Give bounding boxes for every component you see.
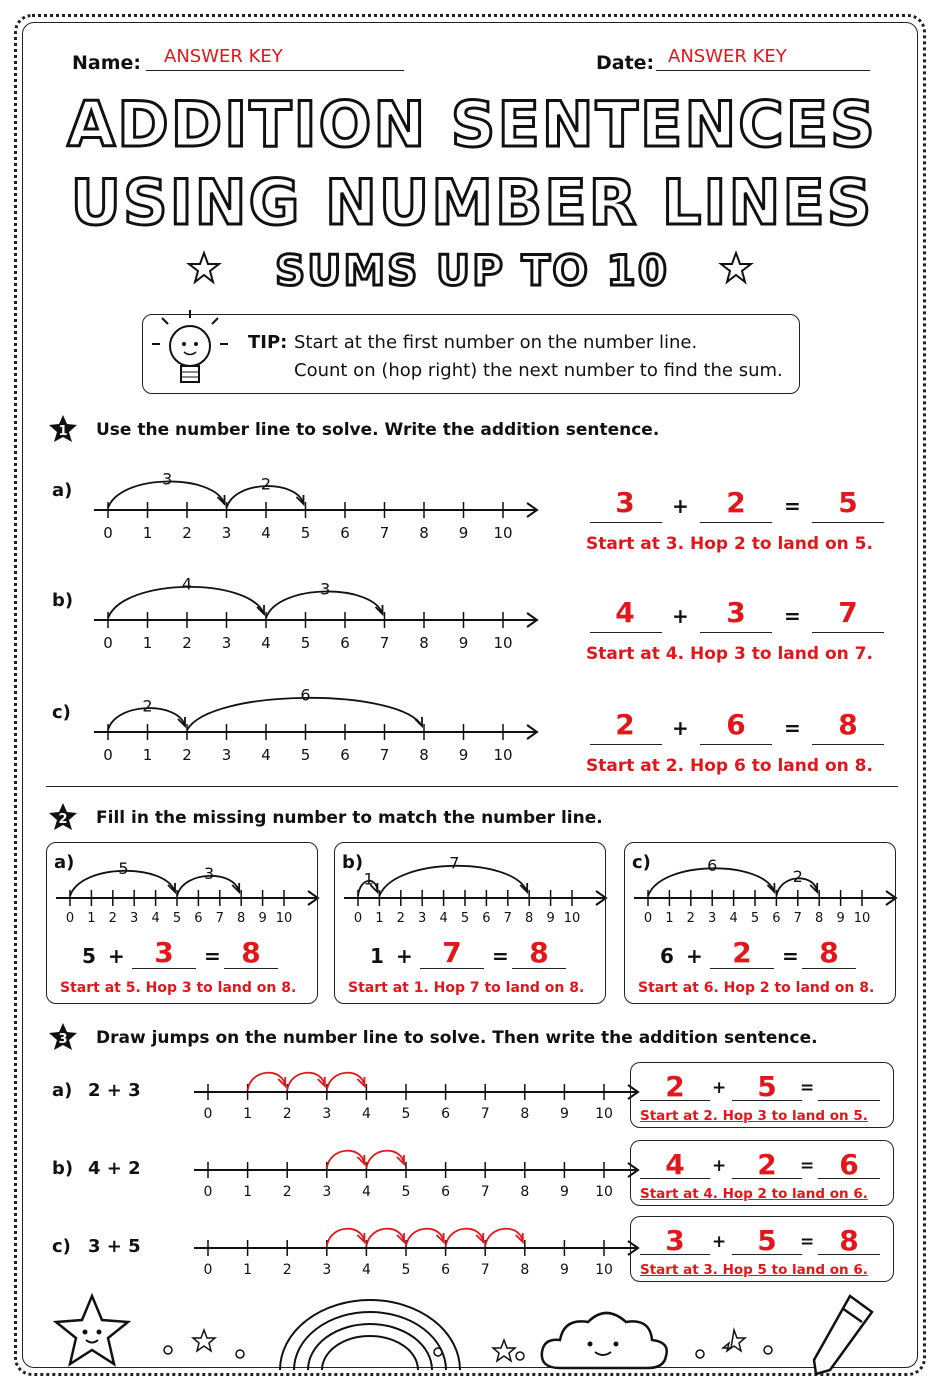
s3-1-tick-label: 6 [441,1184,451,1200]
answer-sum[interactable]: 5 [838,486,858,519]
s3-1-tick-label: 1 [243,1184,253,1200]
answer-underline [640,1254,710,1255]
plus-sign: + [712,1156,727,1176]
s3-1-tick-label: 9 [559,1184,569,1200]
answer-note: Start at 3. Hop 5 to land on 6. [640,1262,868,1278]
s1-2-tick-label: 10 [493,746,513,764]
s1-0-tick-label: 6 [340,524,350,542]
s1-2-tick-label: 4 [261,746,271,764]
s1-1-tick-label: 6 [340,634,350,652]
s1-1-tick-label: 3 [221,634,232,652]
s2-0-tick-label: 6 [194,911,203,926]
answer-addend-1[interactable]: 2 [615,708,635,741]
s2-1-tick-label: 4 [439,911,448,926]
s2-0-tick-label: 5 [172,911,182,926]
s1-0-tick-label: 2 [182,524,192,542]
answer-underline [818,1254,880,1255]
answer-sum[interactable]: 6 [839,1148,859,1181]
s2-2-tick-label: 5 [750,911,760,926]
s1-2-hop-label: 6 [300,685,311,705]
plus-sign: + [108,944,125,968]
answer-note: Start at 3. Hop 2 to land on 5. [586,534,873,554]
answer-underline [700,632,772,633]
given-addend: 6 [660,944,674,968]
problem-label: a) [52,480,73,501]
s1-0-hop-label: 3 [162,469,173,489]
answer-underline [818,1178,880,1179]
problem-label: b) [52,1158,74,1179]
answer-underline [590,632,662,633]
answer-underline [132,968,196,969]
svg-text:3: 3 [58,1032,68,1047]
problem-expression: 4 + 2 [88,1158,141,1179]
answer-addend-1[interactable]: 4 [665,1148,685,1181]
s2-1-tick-label: 1 [375,911,384,926]
tip-label: TIP: [248,332,288,353]
s3-2-tick-label: 1 [243,1262,253,1278]
answer-note: Start at 1. Hop 7 to land on 8. [348,980,585,996]
plus-sign: + [396,944,413,968]
s1-2-tick-label: 1 [142,746,153,764]
s3-2-tick-label: 5 [401,1262,411,1278]
s3-2-tick-label: 7 [480,1262,490,1278]
s2-2-tick-label: 6 [772,911,781,926]
problem-label: a) [54,852,75,873]
s2-0-hop-label: 3 [204,864,215,884]
s2-1-hop-label: 1 [363,869,374,889]
equals-sign: = [800,1078,815,1098]
s3-1-tick-label: 2 [282,1184,292,1200]
s3-2-tick-label: 8 [520,1262,530,1278]
s1-2-tick-label: 8 [419,746,429,764]
tip-line-1: Start at the first number on the number line. [294,332,698,353]
s2-2-tick-label: 7 [793,911,802,926]
cloud-icon [542,1313,667,1368]
s3-0-tick-label: 4 [361,1106,371,1122]
answer-addend-1[interactable]: 3 [665,1224,685,1257]
answer-underline [812,744,884,745]
s2-2-tick-label: 4 [729,911,738,926]
s3-2-tick-label: 9 [559,1262,569,1278]
equals-sign: = [800,1232,815,1252]
s2-0-tick-label: 7 [215,911,224,926]
pencil-icon [814,1296,872,1374]
s2-0-tick-label: 1 [87,911,96,926]
s1-2-hop-label: 2 [142,696,153,716]
s2-0-tick-label: 4 [151,911,160,926]
answer-underline [812,522,884,523]
s1-0-tick-label: 5 [300,524,311,542]
plus-sign: + [686,944,703,968]
s2-2-tick-label: 3 [708,911,717,926]
s1-1-tick-label: 9 [458,634,469,652]
answer-sum[interactable]: 7 [838,596,858,629]
s1-2-tick-label: 5 [300,746,311,764]
s2-2-tick-label: 1 [665,911,674,926]
s3-0-tick-label: 9 [559,1106,569,1122]
s3-1-tick-label: 3 [322,1184,332,1200]
name-label: Name: [72,52,142,74]
s2-1-tick-label: 3 [418,911,427,926]
answer-underline [590,744,662,745]
given-addend: 5 [82,944,96,968]
s2-1-tick-label: 10 [563,911,581,926]
s2-0-hop-label: 5 [118,858,129,878]
s3-1-tick-label: 5 [401,1184,411,1200]
answer-underline [812,632,884,633]
s3-2-tick-label: 3 [322,1262,332,1278]
section-3-instruction: Draw jumps on the number line to solve. Then write the addition sentence. [96,1028,818,1048]
answer-sum[interactable]: 8 [819,936,839,969]
s1-1-hop-label: 4 [181,574,193,594]
s1-0-tick-label: 0 [103,524,113,542]
answer-note: Start at 2. Hop 3 to land on 5. [640,1108,868,1124]
answer-underline [732,1254,802,1255]
answer-addend-1[interactable]: 2 [665,1070,685,1103]
s1-2-tick-label: 9 [458,746,469,764]
equals-sign: = [784,716,801,740]
answer-missing-addend[interactable]: 3 [154,936,174,969]
problem-label: c) [52,702,71,723]
name-value: ANSWER KEY [164,46,283,67]
s1-1-tick-label: 1 [142,634,153,652]
plus-sign: + [672,604,689,628]
s2-1-tick-label: 5 [460,911,470,926]
s2-0-tick-label: 2 [108,911,117,926]
s2-1-tick-label: 6 [482,911,491,926]
answer-underline [590,522,662,523]
s2-0-tick-label: 3 [130,911,139,926]
answer-underline [640,1178,710,1179]
s2-1-tick-label: 8 [525,911,534,926]
s3-1-tick-label: 10 [595,1184,613,1200]
answer-addend-2[interactable]: 6 [726,708,746,741]
problem-label: a) [52,1080,73,1101]
s1-0-tick-label: 3 [221,524,232,542]
title-line-1: ADDITION SENTENCES [67,88,877,161]
s2-2-hop-label: 6 [707,856,718,876]
tip-line-2: Count on (hop right) the next number to find the sum. [294,360,783,381]
s2-1-tick-label: 2 [396,911,405,926]
s2-1-tick-label: 7 [503,911,512,926]
s3-1-tick-label: 8 [520,1184,530,1200]
equals-sign: = [800,1156,815,1176]
problem-label: b) [52,590,74,611]
equals-sign: = [784,604,801,628]
s1-1-tick-label: 0 [103,634,113,652]
title-line-2: USING NUMBER LINES [70,166,874,239]
problem-expression: 2 + 3 [88,1080,141,1101]
answer-underline [512,968,566,969]
answer-underline [732,1178,802,1179]
title-line-3: SUMS UP TO 10 [275,246,669,295]
s2-1-tick-label: 0 [353,911,363,926]
s1-2-tick-label: 7 [379,746,390,764]
s1-0-tick-label: 4 [261,524,271,542]
s3-0-tick-label: 1 [243,1106,253,1122]
answer-note: Start at 5. Hop 3 to land on 8. [60,980,297,996]
equals-sign: = [782,944,799,968]
s1-1-tick-label: 7 [379,634,390,652]
answer-underline [732,1100,802,1101]
s3-0-tick-label: 0 [203,1106,213,1122]
section-2-instruction: Fill in the missing number to match the number line. [96,808,603,828]
s1-0-tick-label: 8 [419,524,429,542]
problem-label: c) [632,852,651,873]
plus-sign: + [672,716,689,740]
rainbow-icon [280,1300,460,1370]
section-1-instruction: Use the number line to solve. Write the addition sentence. [96,420,660,440]
answer-sum[interactable]: 8 [241,936,261,969]
s1-0-tick-label: 9 [458,524,469,542]
s1-1-tick-label: 2 [182,634,192,652]
answer-sum[interactable]: 8 [529,936,549,969]
plus-sign: + [712,1232,727,1252]
s3-2-tick-label: 6 [441,1262,451,1278]
answer-underline [700,522,772,523]
s3-0-tick-label: 7 [480,1106,490,1122]
s2-2-tick-label: 9 [836,911,845,926]
answer-underline [640,1100,710,1101]
s1-1-tick-label: 8 [419,634,429,652]
plus-sign: + [712,1078,727,1098]
s1-1-tick-label: 10 [493,634,513,652]
answer-underline [700,744,772,745]
answer-underline [224,968,278,969]
s2-2-tick-label: 10 [853,911,871,926]
answer-addend-2[interactable]: 2 [726,486,746,519]
section-divider [46,786,898,787]
s2-0-tick-label: 9 [258,911,267,926]
s1-2-tick-label: 0 [103,746,113,764]
s3-2-tick-label: 4 [361,1262,371,1278]
s1-1-tick-label: 5 [300,634,311,652]
s3-0-tick-label: 6 [441,1106,451,1122]
s3-2-tick-label: 2 [282,1262,292,1278]
answer-missing-addend[interactable]: 7 [442,936,462,969]
answer-note: Start at 4. Hop 3 to land on 7. [586,644,873,664]
s3-1-tick-label: 4 [361,1184,371,1200]
answer-sum[interactable]: 8 [839,1224,859,1257]
given-addend: 1 [370,944,384,968]
s3-2-tick-label: 0 [203,1262,213,1278]
problem-label: c) [52,1236,71,1257]
section-2-badge-icon [48,802,78,832]
answer-note: Start at 2. Hop 6 to land on 8. [586,756,873,776]
answer-note: Start at 4. Hop 2 to land on 6. [640,1186,868,1202]
s3-0-tick-label: 8 [520,1106,530,1122]
answer-addend-1[interactable]: 4 [615,596,635,629]
answer-addend-2[interactable]: 3 [726,596,746,629]
s1-0-tick-label: 1 [142,524,153,542]
equals-sign: = [784,494,801,518]
s2-2-tick-label: 2 [686,911,695,926]
s1-0-hop-label: 2 [260,474,272,494]
s3-0-tick-label: 10 [595,1106,613,1122]
s1-0-tick-label: 7 [379,524,390,542]
answer-addend-1[interactable]: 3 [615,486,635,519]
s1-1-tick-label: 4 [261,634,271,652]
s3-0-tick-label: 2 [282,1106,292,1122]
s1-2-tick-label: 6 [340,746,350,764]
s2-2-tick-label: 0 [643,911,653,926]
answer-addend-2[interactable]: 5 [757,1070,777,1103]
s1-1-hop-label: 3 [320,579,331,599]
answer-addend-2[interactable]: 2 [757,1148,777,1181]
s3-1-tick-label: 0 [203,1184,213,1200]
s2-0-tick-label: 8 [237,911,246,926]
s2-0-tick-label: 0 [65,911,75,926]
answer-underline [818,1100,880,1101]
answer-note: Start at 6. Hop 2 to land on 8. [638,980,875,996]
s1-2-tick-label: 3 [221,746,232,764]
s3-0-tick-label: 3 [322,1106,332,1122]
s3-2-tick-label: 10 [595,1262,613,1278]
s2-1-tick-label: 9 [546,911,555,926]
date-label: Date: [596,52,655,74]
s2-1-hop-label: 7 [449,853,460,873]
svg-text:2: 2 [58,812,68,827]
problem-expression: 3 + 5 [88,1236,141,1257]
s3-1-tick-label: 7 [480,1184,490,1200]
s2-2-tick-label: 8 [815,911,824,926]
section-3-badge-icon [48,1022,78,1052]
answer-underline [710,968,774,969]
answer-missing-addend[interactable]: 2 [732,936,752,969]
answer-underline [420,968,484,969]
smiling-star-icon [56,1296,128,1364]
s2-0-tick-label: 10 [275,911,293,926]
equals-sign: = [204,944,221,968]
s1-0-tick-label: 10 [493,524,513,542]
problem-label: b) [342,852,364,873]
bottom-decorations [50,1290,910,1380]
plus-sign: + [672,494,689,518]
svg-text:1: 1 [58,424,68,439]
s2-2-hop-label: 2 [792,866,803,886]
answer-addend-2[interactable]: 5 [757,1224,777,1257]
answer-underline [802,968,856,969]
answer-sum[interactable]: 8 [838,708,858,741]
s3-0-tick-label: 5 [401,1106,411,1122]
date-value: ANSWER KEY [668,46,787,67]
equals-sign: = [492,944,509,968]
s1-2-tick-label: 2 [182,746,192,764]
